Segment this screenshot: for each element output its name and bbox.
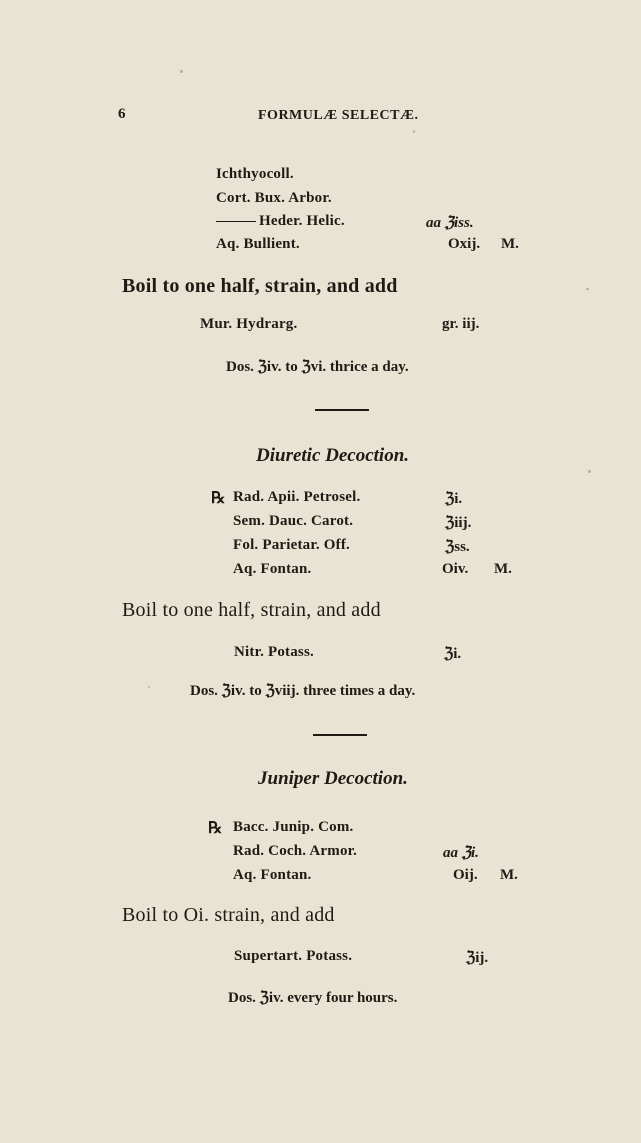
- addition-quantity: ℨi.: [444, 646, 462, 662]
- paper-speck: [586, 288, 589, 290]
- ingredient-name: Aq. Bullient.: [216, 236, 300, 252]
- addition-name: Mur. Hydrarg.: [200, 316, 298, 332]
- ingredient-quantity: Oiv.: [442, 561, 469, 577]
- recipe-symbol: ℞: [208, 820, 223, 837]
- ingredient-quantity: ℨss.: [445, 539, 470, 555]
- ingredient-quantity: ℨi.: [445, 491, 463, 507]
- instruction-text: Boil to one half, strain, and add: [122, 275, 398, 297]
- recipe-symbol: ℞: [211, 490, 226, 507]
- ingredient-quantity: Oij.: [453, 867, 478, 883]
- paper-speck: [413, 130, 415, 133]
- addition-name: Supertart. Potass.: [234, 948, 353, 964]
- ingredient-name: Rad. Apii. Petrosel.: [233, 489, 361, 505]
- ingredient-name: Sem. Dauc. Carot.: [233, 513, 354, 529]
- addition-quantity: gr. iij.: [442, 316, 480, 332]
- misce-mark: M.: [501, 236, 519, 252]
- misce-mark: M.: [500, 867, 518, 883]
- ingredient-name: Aq. Fontan.: [233, 867, 312, 883]
- misce-mark: M.: [494, 561, 512, 577]
- instruction-text: Boil to Oi. strain, and add: [122, 904, 335, 926]
- addition-quantity: ℨij.: [466, 950, 489, 966]
- ingredient-quantity: aa ℨiss.: [426, 215, 474, 231]
- ingredient-quantity: Oxij.: [448, 236, 481, 252]
- page-number: 6: [118, 106, 126, 122]
- paper-speck: [180, 70, 183, 73]
- dosage-text: Dos. ℨiv. to ℨviij. three times a day.: [190, 683, 416, 699]
- ingredient-quantity: ℨiij.: [445, 515, 472, 531]
- section-divider: [315, 409, 369, 411]
- dosage-text: Dos. ℨiv. every four hours.: [228, 990, 398, 1006]
- ditto-dash: [216, 221, 256, 223]
- addition-name: Nitr. Potass.: [234, 644, 314, 660]
- paper-speck: [148, 686, 150, 688]
- ingredient-name: Fol. Parietar. Off.: [233, 537, 350, 553]
- ingredient-name: Heder. Helic.: [216, 213, 345, 230]
- ingredient-name: Ichthyocoll.: [216, 166, 294, 182]
- ingredient-name: Bacc. Junip. Com.: [233, 819, 354, 835]
- paper-speck: [588, 470, 591, 473]
- ingredient-name: Rad. Coch. Armor.: [233, 843, 358, 859]
- section-divider: [313, 734, 367, 736]
- section-heading: Juniper Decoction.: [258, 768, 408, 789]
- ingredient-name: Aq. Fontan.: [233, 561, 312, 577]
- section-heading: Diuretic Decoction.: [256, 445, 410, 466]
- ingredient-name: Cort. Bux. Arbor.: [216, 190, 332, 206]
- dosage-text: Dos. ℨiv. to ℨvi. thrice a day.: [226, 359, 409, 375]
- ingredient-quantity: aa ℨi.: [443, 845, 479, 861]
- running-title: FORMULÆ SELECTÆ.: [258, 108, 419, 123]
- instruction-text: Boil to one half, strain, and add: [122, 599, 381, 621]
